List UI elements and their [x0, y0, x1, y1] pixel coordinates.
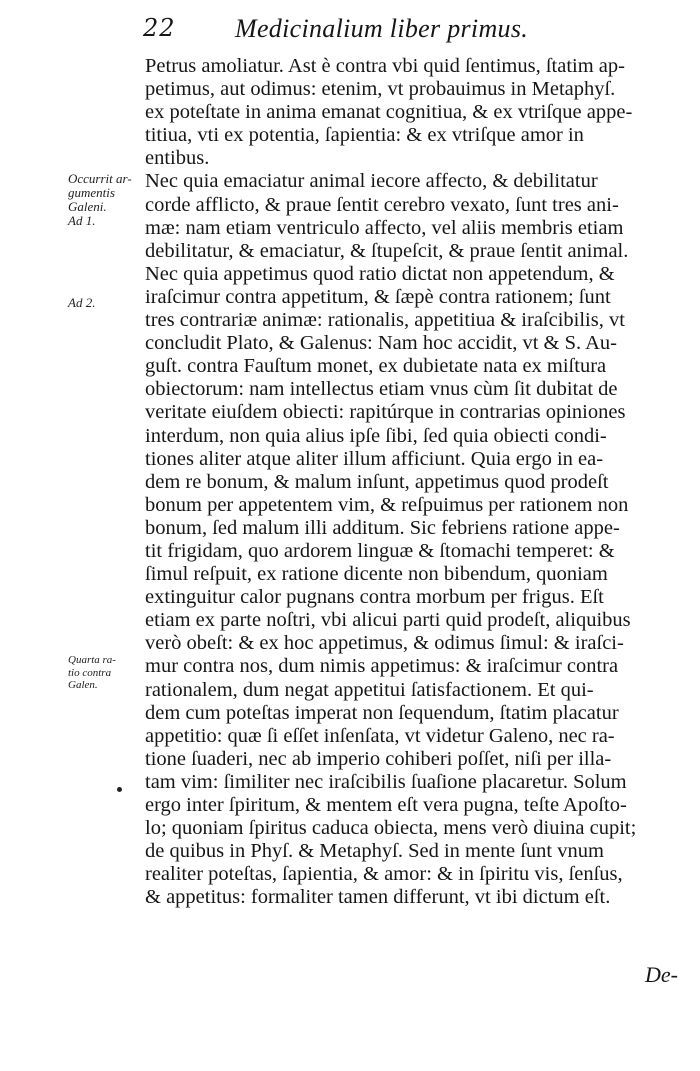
text-line: ergo inter ſpiritum, & mentem eſt vera pugna, teſte Apoſto-: [145, 794, 627, 816]
text-line: tiones aliter atque aliter illum afficiunt. Quia ergo in ea-: [145, 447, 604, 470]
text-line: Nec quia appetimus quod ratio dictat non appetendum, &: [145, 262, 615, 285]
text-line: debilitatur, & emaciatur, & ſtupeſcit, & praue ſentit animal.: [145, 239, 629, 262]
margin-note-quarta-ratio: [68, 654, 142, 692]
body-text: [145, 55, 675, 909]
text-line: veritate eiuſdem obiecti: rapitúrque in contrarias opiniones: [145, 401, 626, 424]
text-line: tione ſuaderi, nec ab imperio cohiberi poſſet, niſi per illa-: [145, 747, 612, 770]
text-line: extinguitur calor pugnans contra morbum per frigus. Eſt: [145, 586, 604, 609]
text-line: bonum, ſed malum illi additum. Sic febriens ratione appe-: [145, 516, 620, 539]
ink-mark: [117, 787, 122, 792]
text-line: dem cum poteſtas imperat non ſequendum, ſtatim placatur: [145, 701, 619, 724]
margin-note-line: Galen.: [68, 679, 98, 691]
text-line: corde afflicto, & praue ſentit cerebro vexato, ſunt tres ani-: [145, 193, 619, 216]
text-line: & appetitus: formaliter tamen differunt, vt ibi dictum eſt.: [145, 886, 611, 909]
text-line: interdum, non quia alius ipſe ſibi, ſed quia obiecti condi-: [145, 424, 607, 447]
text-line: entibus.: [145, 147, 210, 170]
text-line: rationalem, dum negat appetitui ſatisfactionem. Et qui-: [145, 678, 594, 701]
text-line: tit frigidam, quo ardorem linguæ & ſtomachi temperet: &: [145, 539, 615, 562]
margin-note-line: Quarta ra-: [68, 654, 116, 666]
text-line: etiam ex parte noſtri, vbi alicui parti quid prodeſt, aliquibus: [145, 609, 631, 632]
margin-note-line: tio contra: [68, 666, 112, 679]
margin-note-line: Occurrit ar-: [68, 171, 132, 186]
text-line: obiectorum: nam intellectus etiam vnus cùm ſit dubitat de: [145, 378, 618, 401]
text-line: tres contrariæ animæ: rationalis, appetitiua & iraſcibilis, vt: [145, 309, 625, 332]
margin-note-line: Ad 2.: [68, 295, 96, 310]
margin-note-line: Ad 1.: [68, 213, 96, 228]
text-line: de quibus in Phyſ. & Metaphyſ. Sed in mente ſunt vnum: [145, 840, 604, 863]
text-line: mæ: nam etiam ventriculo affecto, vel aliis membris etiam: [145, 216, 624, 239]
text-line: Nec quia emaciatur animal iecore affecto, & debilitatur: [145, 170, 598, 193]
text-line: titiua, vti ex potentia, ſapientia: & ex vtriſque amor in: [145, 124, 584, 147]
text-line: verò obeſt: & ex hoc appetimus, & odimus ſimul: & iraſci-: [145, 632, 624, 655]
catchword: De-: [645, 962, 678, 987]
text-line: dem re bonum, & malum inſunt, appetimus quod prodeſt: [145, 470, 609, 493]
page-header: [143, 14, 683, 48]
text-line: mur contra nos, dum nimis appetimus: & iraſcimur contra: [145, 655, 619, 678]
text-line: realiter poteſtas, ſapientia, & amor: & in ſpiritu vis, ſenſus,: [145, 863, 623, 886]
text-line: Petrus amoliatur. Ast è contra vbi quid ſentimus, ſtatim ap-: [145, 55, 625, 77]
text-line: tam vim: ſimiliter nec iraſcibilis ſuaſione placaretur. Solum: [145, 770, 627, 793]
text-line: guſt. contra Fauſtum monet, ex dubietate nata ex miſtura: [145, 355, 607, 378]
margin-note-line: Galeni.: [68, 199, 107, 214]
running-title: Medicinalium liber primus.: [235, 14, 529, 43]
text-line: iraſcimur contra appetitum, & ſæpè contra rationem; ſunt: [145, 285, 611, 308]
margin-note-ad-2: [68, 296, 142, 310]
text-line: ſimul reſpuit, ex ratione dicente non bibendum, quoniam: [145, 563, 608, 586]
margin-note-galeni: [68, 172, 142, 228]
margin-note-line: gumentis: [68, 185, 115, 200]
text-line: appetitio: quæ ſi eſſet inſenſata, vt videtur Galeno, nec ra-: [145, 724, 615, 747]
page-number: 22: [143, 14, 176, 42]
text-line: petimus, aut odimus: etenim, vt probauimus in Metaphyſ.: [145, 78, 616, 101]
text-line: concludit Plato, & Galenus: Nam hoc accidit, vt & S. Au-: [145, 332, 617, 355]
text-line: lo; quoniam ſpiritus caduca obiecta, mens verò diuina cupit;: [145, 817, 637, 840]
text-line: bonum per appetentem vim, & reſpuimus per rationem non: [145, 493, 629, 516]
text-line: ex poteſtate in anima emanat cognitiua, & ex vtriſque appe-: [145, 101, 633, 124]
